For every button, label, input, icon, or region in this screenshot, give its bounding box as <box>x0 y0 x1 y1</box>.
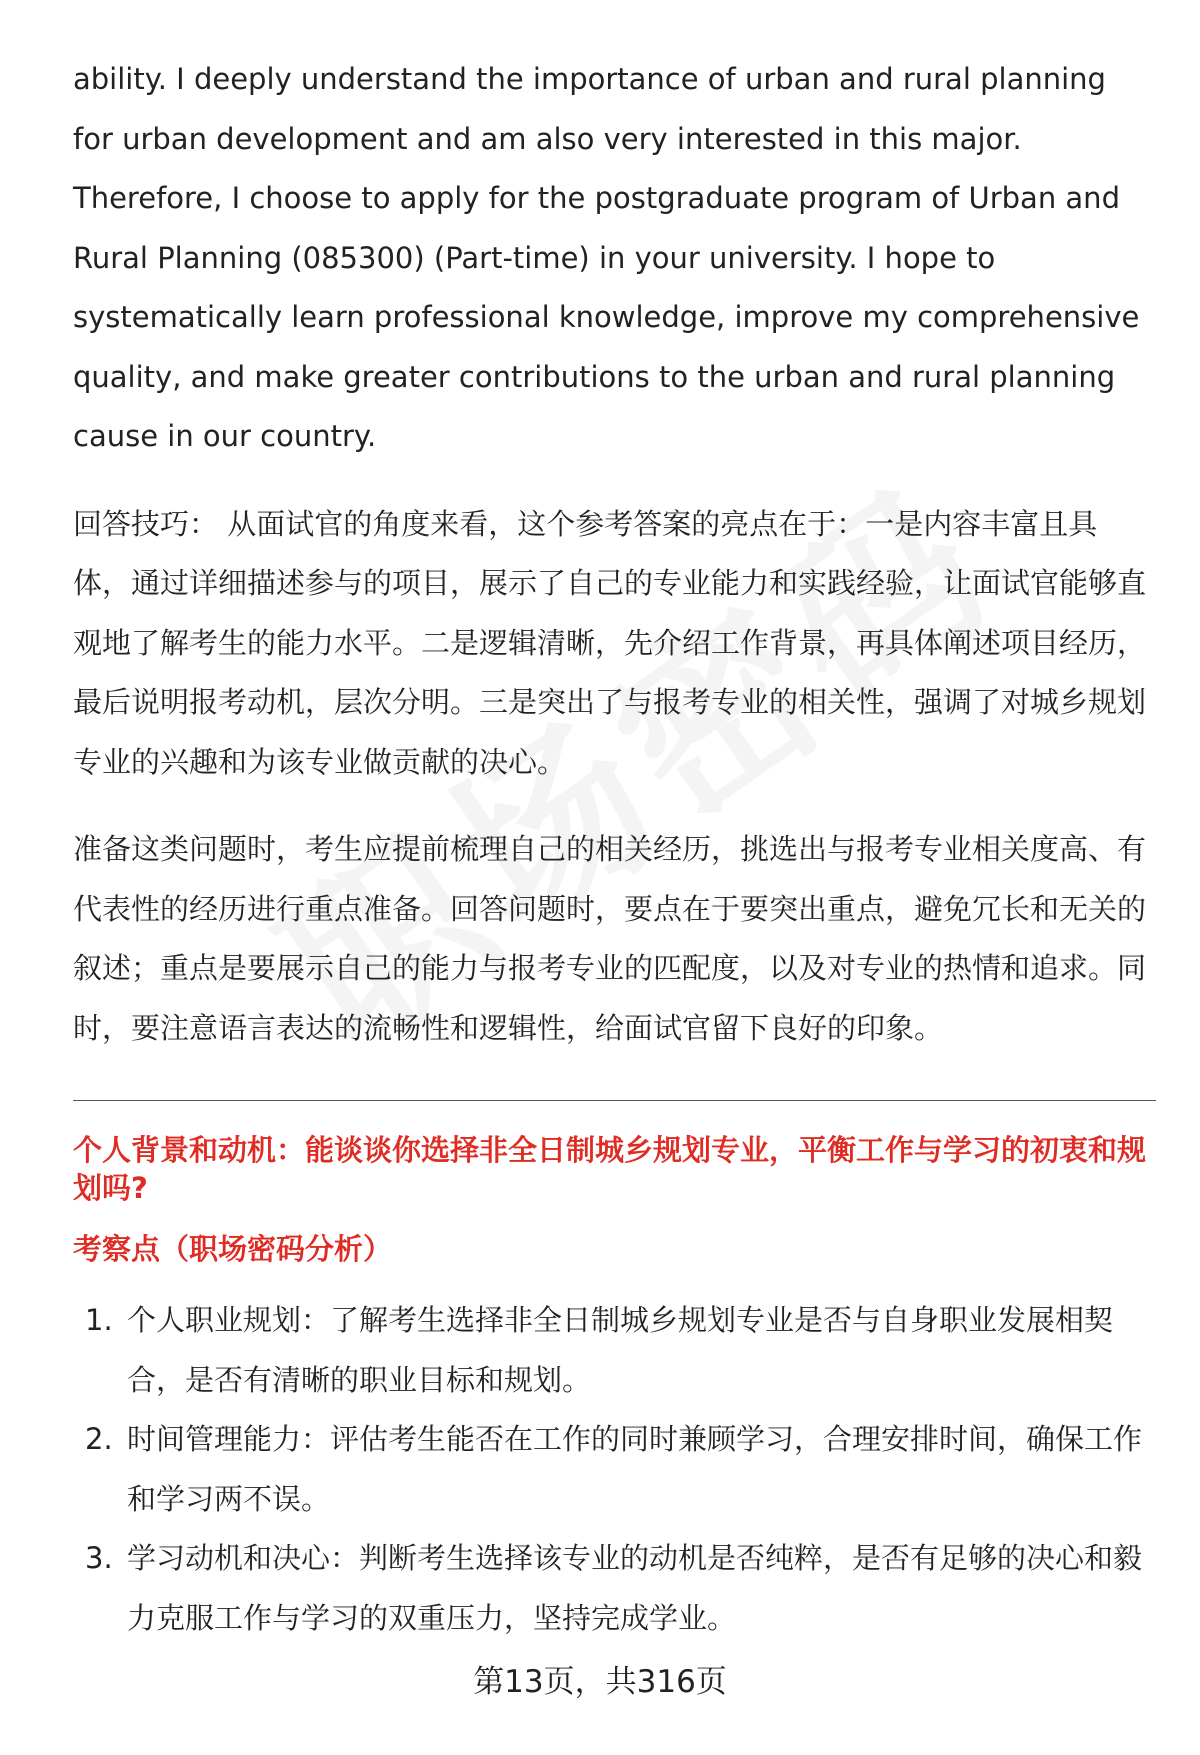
list-item-number: 3. <box>85 1541 113 1575</box>
answer-tips-text: 从面试官的角度来看，这个参考答案的亮点在于：一是内容丰富且具体，通过详细描述参与的项目，展示了自己的专业能力和实践经验，让面试官能够直观地了解考生的能力水平。二是逻辑清晰，先介绍工作背景，再具体阐述项目经历，最后说明报考动机，层次分明。三是突出了与报考专业的相关性，强调了对城乡规划专业的兴趣和为该专业做贡献的决心。 <box>73 506 1147 779</box>
document-page <box>73 50 1153 1648</box>
english-answer-paragraph: ability. I deeply understand the importance of urban and rural planning for urban development and am also very interested in this major. Therefore, I choose to apply for the postgraduate program of Urban and Rural Planning (085300) (Part-time) in your university. I hope to systematically learn professional knowledge, improve my comprehensive quality, and make greater contributions to the urban and rural planning cause in our country. <box>73 62 1140 453</box>
list-item-text: 时间管理能力：评估考生能否在工作的同时兼顾学习，合理安排时间，确保工作和学习两不误。 <box>127 1422 1143 1516</box>
list-item <box>73 1410 1153 1529</box>
question-heading: 个人背景和动机：能谈谈你选择非全日制城乡规划专业，平衡工作与学习的初衷和规划吗? <box>73 1133 1147 1205</box>
preparation-paragraph: 准备这类问题时，考生应提前梳理自己的相关经历，挑选出与报考专业相关度高、有代表性的经历进行重点准备。回答问题时，要点在于要突出重点，避免冗长和无关的叙述；重点是要展示自己的能力与报考专业的匹配度，以及对专业的热情和追求。同时，要注意语言表达的流畅性和逻辑性，给面试官留下良好的印象。 <box>73 832 1147 1045</box>
section-divider <box>73 1100 1156 1101</box>
answer-tips-label: 回答技巧： <box>73 506 219 541</box>
assessment-points-heading: 考察点（职场密码分析） <box>73 1232 393 1266</box>
list-item-text: 学习动机和决心：判断考生选择该专业的动机是否纯粹，是否有足够的决心和毅力克服工作与学习的双重压力，坚持完成学业。 <box>127 1541 1143 1635</box>
list-item <box>73 1529 1153 1648</box>
list-item-text: 个人职业规划：了解考生选择非全日制城乡规划专业是否与自身职业发展相契合，是否有清晰的职业目标和规划。 <box>127 1303 1114 1397</box>
page-number-footer: 第13页，共316页 <box>473 1664 727 1700</box>
answer-tips-paragraph <box>73 495 1153 793</box>
list-item-number: 1. <box>85 1303 113 1337</box>
assessment-points-list <box>73 1291 1153 1648</box>
list-item <box>73 1291 1153 1410</box>
list-item-number: 2. <box>85 1422 113 1456</box>
